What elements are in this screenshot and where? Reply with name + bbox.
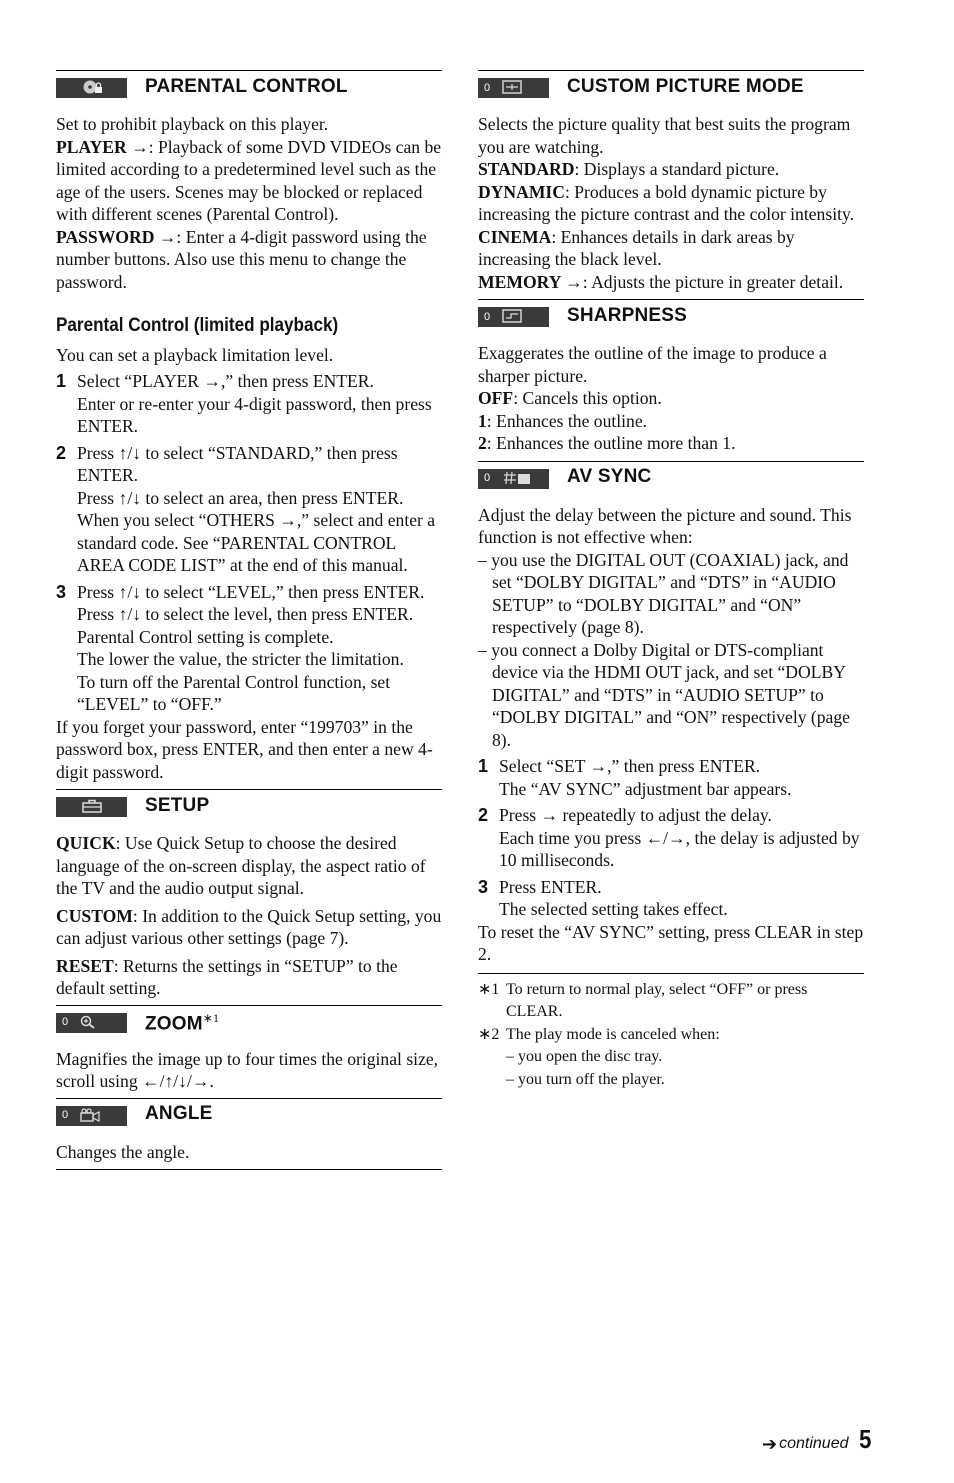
step-line: Press ↑/↓ to select an area, then press ENTER. — [77, 487, 404, 508]
standard-text: : Displays a standard picture. — [574, 159, 780, 179]
footnote-line: – you open the disc tray. — [506, 1048, 663, 1065]
setup-title: SETUP — [145, 794, 210, 816]
custom-picture-badge — [478, 78, 549, 98]
off-option — [478, 387, 864, 410]
avsync-title: AV SYNC — [567, 466, 652, 488]
angle-text: Changes the angle. — [56, 1141, 190, 1162]
footnote-line: To return to normal play, select “OFF” or press CLEAR. — [506, 980, 808, 1020]
standard-option — [478, 158, 864, 181]
dynamic-text: : Produces a bold dynamic picture by increasing the picture contrast and the color intensity. — [478, 181, 855, 224]
two-option — [478, 432, 864, 455]
off-text: : Cancels this option. — [513, 388, 662, 408]
zoom-title — [145, 1007, 219, 1036]
sharpness-badge — [478, 307, 549, 327]
zoom-title-text: ZOOM — [145, 1013, 203, 1035]
dynamic-term: DYNAMIC — [478, 181, 565, 202]
player-option — [56, 136, 442, 226]
angle-title: ANGLE — [145, 1103, 213, 1125]
step-line: Each time you press ←/→, the delay is adjusted by 10 milliseconds. — [499, 827, 860, 870]
left-column-end-rule — [56, 1169, 442, 1170]
sharpness-intro: Exaggerates the outline of the image to produce a sharper picture. — [478, 343, 827, 386]
step-line: Enter or re-enter your 4-digit password, then press ENTER. — [77, 393, 432, 436]
step-line: The lower the value, the stricter the limitation. — [77, 649, 404, 669]
setup-header — [56, 789, 442, 818]
parental-sub-intro: You can set a playback limitation level. — [56, 344, 334, 365]
one-text: : Enhances the outline. — [486, 410, 648, 431]
password-text: : Enter a 4-digit password using the number buttons. Also use this menu to change the password. — [56, 226, 427, 292]
step-line: Press ↑/↓ to select the level, then press ENTER. — [77, 604, 414, 624]
step-line: Parental Control setting is complete. — [77, 626, 334, 647]
footnote-2 — [478, 1024, 864, 1092]
zoom-header — [56, 1005, 442, 1034]
avsync-condition: – you connect a Dolby Digital or DTS-compliant device via the HDMI OUT jack, and set “DOLBY DIGITAL” and “DTS” in “AUDIO SETUP” to “DOLBY DIGITAL” and “ON” respectively (page 8). — [478, 639, 850, 750]
step-line: The selected setting takes effect. — [499, 899, 728, 919]
quick-text: : Use Quick Setup to choose the desired language of the on-screen display, the aspect ratio of the TV and the audio output signal. — [56, 833, 426, 898]
toolbox-icon — [82, 799, 102, 815]
footnotes — [478, 973, 864, 1092]
one-term: 1 — [478, 410, 487, 431]
continued-footer — [762, 1424, 873, 1455]
player-text: : Playback of some DVD VIDEOs can be limited according to a predetermined level such as the age of the users. Scenes may be blocked or replaced with different scenes (Parental Control). — [56, 136, 442, 224]
step-line: Press → repeatedly to adjust the delay. — [499, 805, 772, 825]
footnote-1 — [478, 979, 864, 1024]
page-number: 5 — [859, 1424, 872, 1454]
quick-option — [56, 832, 442, 900]
step-number: 1 — [478, 756, 489, 776]
password-term: PASSWORD → — [56, 226, 177, 247]
custom-option — [56, 905, 442, 950]
parental-control-header — [56, 70, 442, 99]
cinema-text: : Enhances details in dark areas by increasing the black level. — [478, 226, 795, 269]
setup-badge — [56, 797, 127, 817]
step-line: To turn off the Parental Control function, set “LEVEL” to “OFF.” — [77, 671, 391, 714]
dynamic-option — [478, 181, 864, 226]
parental-control-badge — [56, 78, 127, 98]
avsync-step-2 — [478, 804, 864, 872]
parental-control-title: PARENTAL CONTROL — [145, 75, 348, 97]
parental-intro: Set to prohibit playback on this player. — [56, 114, 329, 134]
badge-number: 0 — [484, 81, 491, 94]
memory-term: MEMORY → — [478, 271, 583, 292]
footnote-line: The play mode is canceled when: — [506, 1025, 720, 1043]
step-line: Select “PLAYER →,” then press ENTER. — [77, 371, 374, 391]
memory-option — [478, 271, 864, 294]
step-number: 3 — [478, 876, 489, 897]
player-term: PLAYER → — [56, 136, 149, 157]
footnote-mark: ∗2 — [478, 1025, 500, 1043]
sharpness-header — [478, 299, 864, 328]
continued-label: continued — [779, 1435, 849, 1452]
two-text: : Enhances the outline more than 1. — [486, 433, 736, 453]
badge-number: 0 — [62, 1109, 69, 1122]
parental-step-1 — [56, 370, 442, 438]
avsync-condition: – you use the DIGITAL OUT (COAXIAL) jack, and set “DOLBY DIGITAL” and “DTS” in “AUDIO SETUP” to “DOLBY DIGITAL” and “ON” respectively (page 8). — [478, 549, 849, 637]
step-line: Press ↑/↓ to select “LEVEL,” then press ENTER. — [77, 581, 425, 602]
sharpness-title: SHARPNESS — [567, 304, 688, 326]
left-column — [56, 70, 442, 1170]
parental-subheading: Parental Control (limited playback) — [56, 315, 339, 336]
quick-term: QUICK — [56, 833, 116, 853]
parental-step-2 — [56, 442, 442, 577]
badge-number: 0 — [484, 310, 491, 323]
avsync-step-3 — [478, 876, 864, 921]
parental-step-3 — [56, 581, 442, 716]
step-line: Press ENTER. — [499, 876, 602, 897]
one-option — [478, 410, 864, 433]
avsync-header — [478, 461, 864, 490]
step-line: Select “SET →,” then press ENTER. — [499, 756, 761, 776]
angle-badge — [56, 1106, 127, 1126]
av-sync-icon — [502, 471, 532, 487]
cinema-term: CINEMA — [478, 226, 552, 247]
avsync-intro: Adjust the delay between the picture and sound. This function is not effective when: — [478, 504, 852, 547]
two-term: 2 — [478, 433, 487, 453]
picture-adjust-icon — [502, 80, 522, 96]
footnote-mark: ∗1 — [478, 980, 500, 998]
magnifier-icon — [80, 1015, 96, 1031]
step-line: When you select “OTHERS →,” select and enter a standard code. See “PARENTAL CONTROL AREA CODE LIST” at the end of this manual. — [77, 510, 436, 575]
avsync-reset-note: To reset the “AV SYNC” setting, press CLEAR in step 2. — [478, 921, 864, 964]
badge-number: 0 — [62, 1016, 69, 1029]
custom-picture-title: CUSTOM PICTURE MODE — [567, 75, 804, 97]
step-number: 3 — [56, 581, 67, 602]
forget-password-note: If you forget your password, enter “199703” in the password box, press ENTER, and then enter a new 4-digit password. — [56, 716, 433, 782]
reset-option — [56, 955, 442, 1000]
angle-header — [56, 1098, 442, 1127]
step-line: The “AV SYNC” adjustment bar appears. — [499, 778, 792, 799]
memory-text: : Adjusts the picture in greater detail. — [582, 271, 844, 292]
avsync-step-1 — [478, 755, 864, 800]
zoom-badge — [56, 1013, 127, 1033]
zoom-footnote-mark: ∗1 — [202, 1011, 220, 1026]
zoom-text: Magnifies the image up to four times the original size, scroll using ←/↑/↓/→. — [56, 1048, 439, 1091]
off-term: OFF — [478, 388, 514, 408]
footnote-line: – you turn off the player. — [506, 1070, 665, 1088]
password-option — [56, 226, 442, 294]
step-number: 1 — [56, 371, 67, 391]
sharpness-icon — [502, 309, 522, 325]
step-number: 2 — [478, 805, 489, 825]
reset-text: : Returns the settings in “SETUP” to the default setting. — [56, 955, 398, 998]
step-number: 2 — [56, 442, 67, 463]
standard-term: STANDARD — [478, 159, 575, 179]
custom-term: CUSTOM — [56, 905, 133, 926]
avsync-badge — [478, 469, 549, 489]
cinema-option — [478, 226, 864, 271]
camera-icon — [80, 1108, 100, 1124]
custom-picture-header — [478, 70, 864, 99]
custom-picture-intro: Selects the picture quality that best suits the program you are watching. — [478, 114, 851, 157]
arrow-right-icon: ➔ — [762, 1434, 778, 1455]
step-line: Press ↑/↓ to select “STANDARD,” then press ENTER. — [77, 442, 398, 485]
disc-lock-icon — [82, 79, 104, 97]
badge-number: 0 — [484, 472, 491, 485]
reset-term: RESET — [56, 955, 114, 976]
custom-text: : In addition to the Quick Setup setting, you can adjust various other settings (page 7). — [56, 905, 442, 948]
right-column — [478, 70, 864, 1091]
